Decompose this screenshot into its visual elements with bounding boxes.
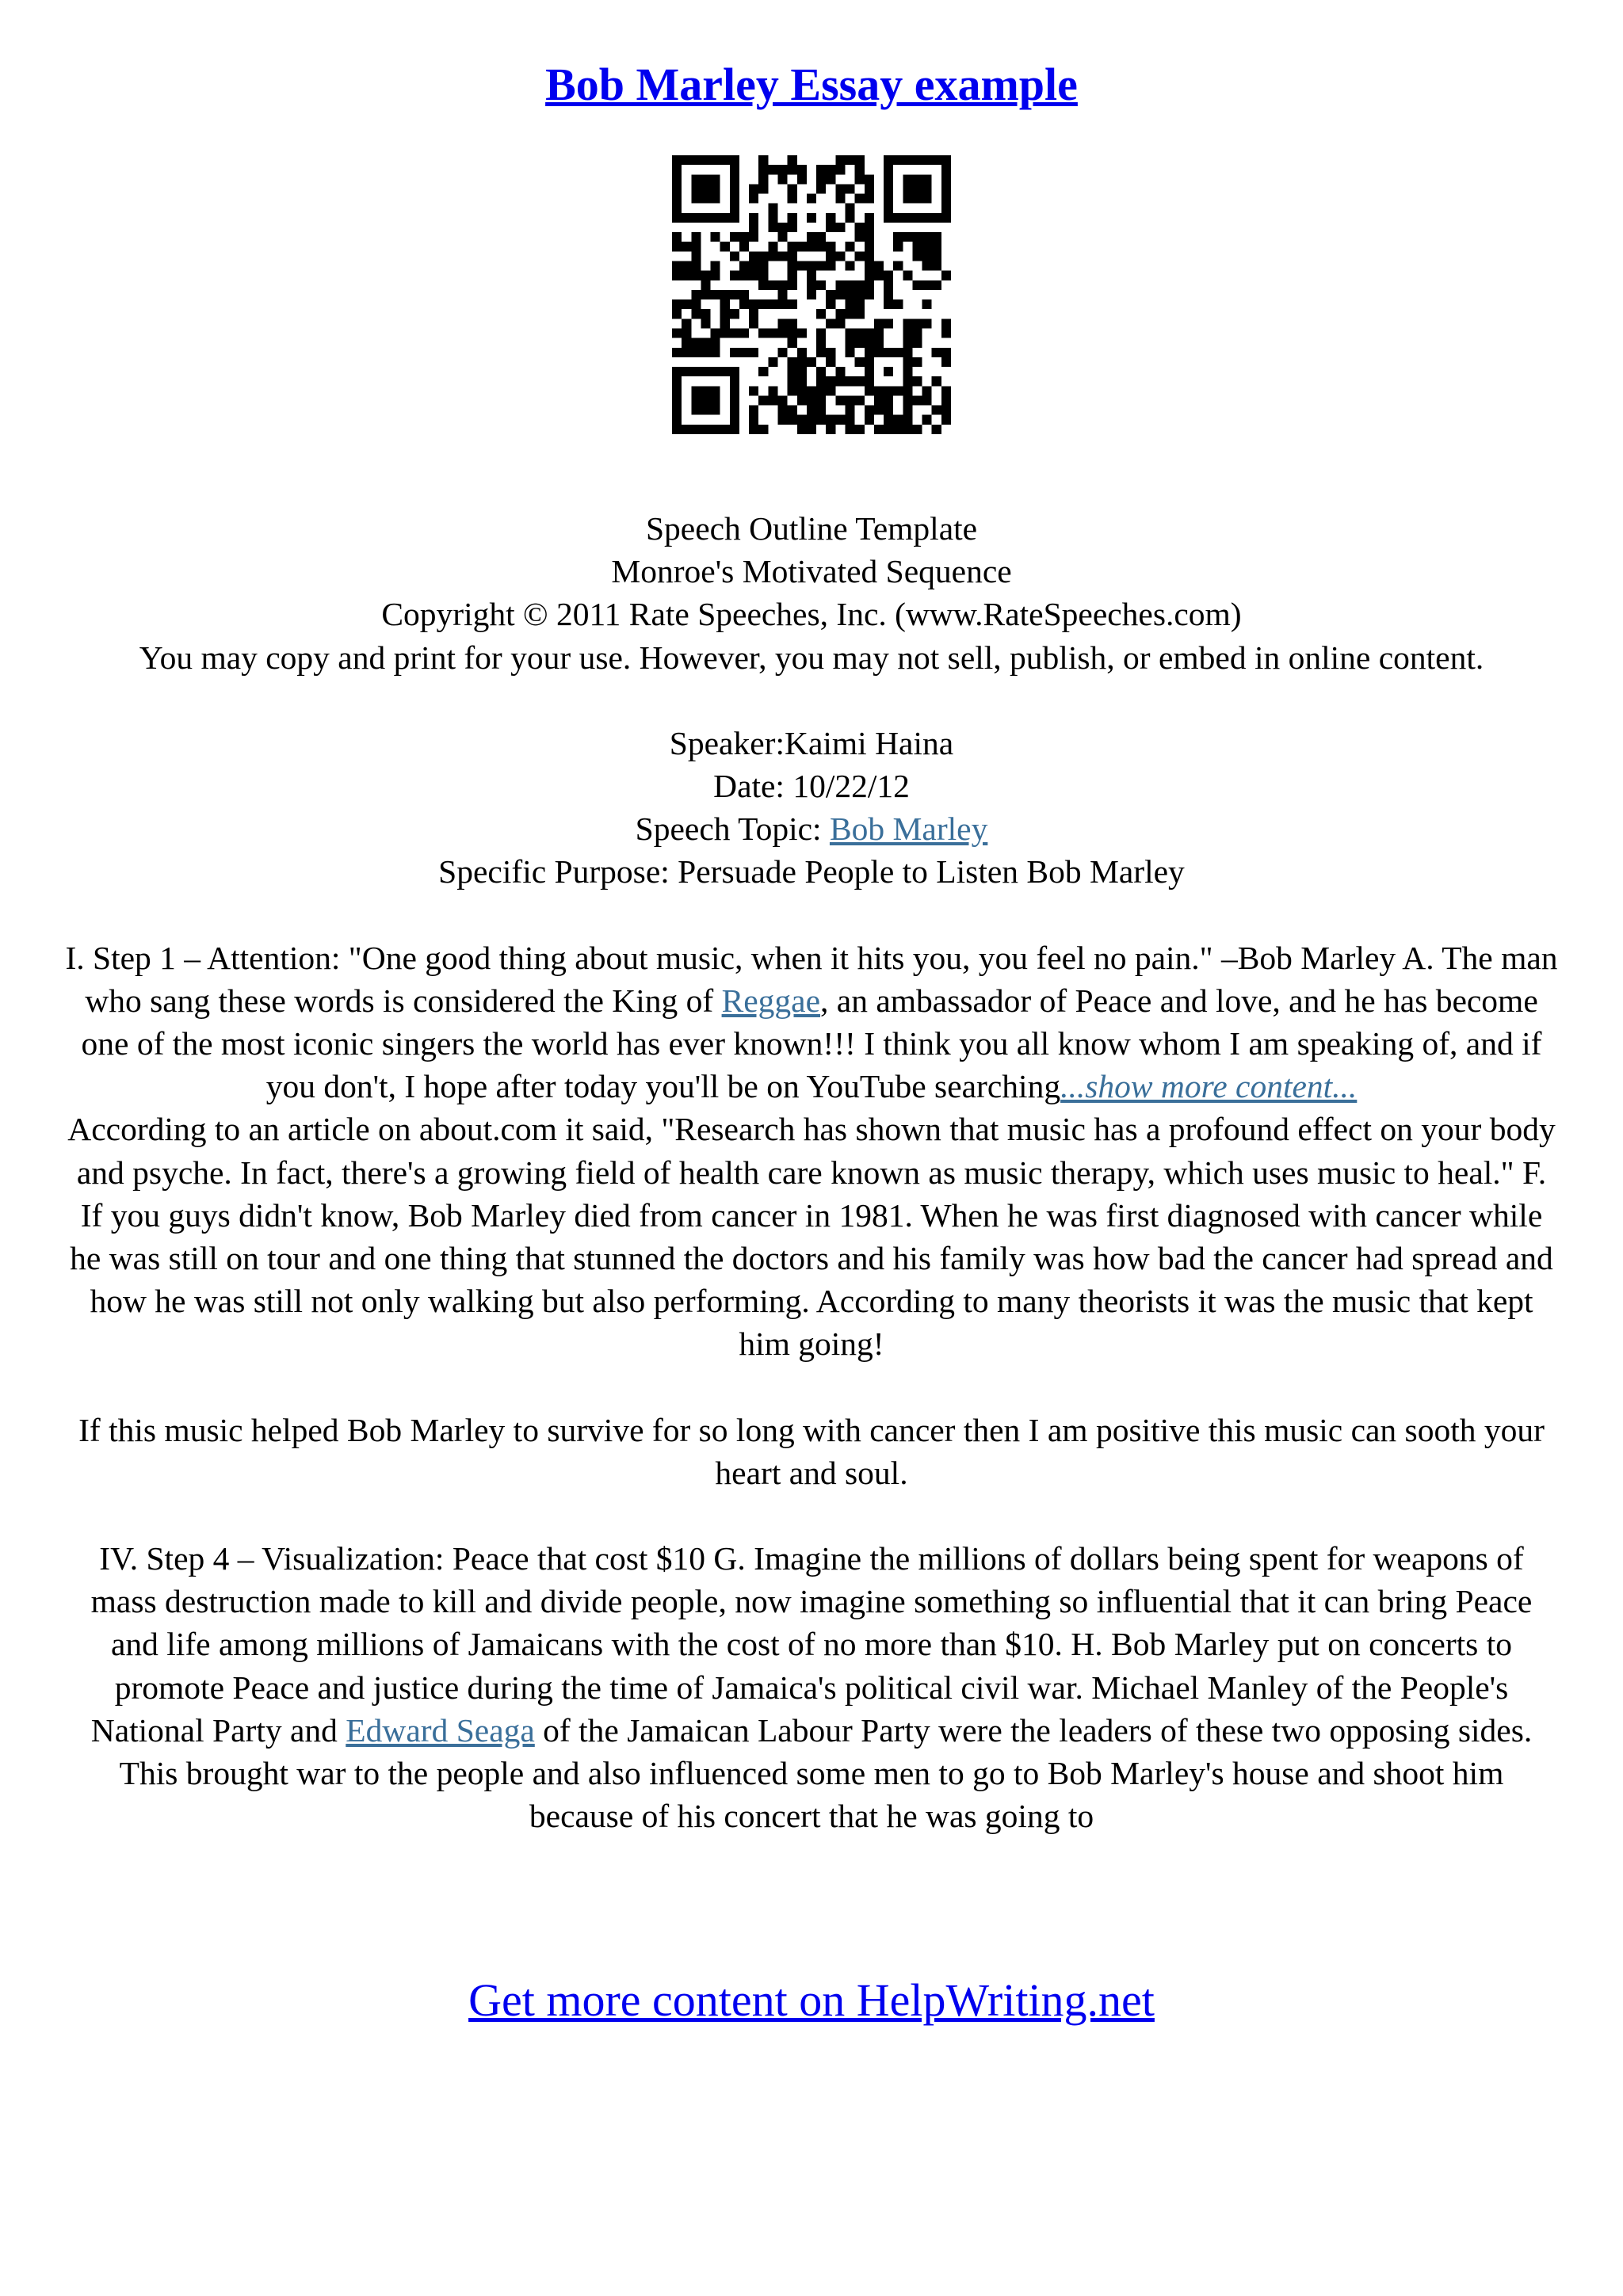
footer-link[interactable]: Get more content on HelpWriting.net bbox=[468, 1974, 1155, 2026]
qr-code-icon bbox=[672, 155, 951, 434]
topic-label: Speech Topic: bbox=[635, 810, 830, 848]
speaker-line: Speaker:Kaimi Haina bbox=[669, 724, 954, 761]
topic-line bbox=[63, 807, 1560, 850]
topic-link[interactable]: Bob Marley bbox=[829, 810, 988, 848]
paragraph-visualization-text-2: of the Jamaican Labour Party were the leaders of these two opposing sides. This brought war to the people and also influenced some men to go to Bob Marley's house and shoot him because of his concert that he was going to bbox=[119, 1711, 1533, 1835]
header-line-2: Monroe's Motivated Sequence bbox=[611, 553, 1012, 590]
show-more-link[interactable]: ...show more content... bbox=[1060, 1068, 1358, 1105]
paragraph-visualization-text: IV. Step 4 – Visualization: Peace that cost $10 G. Imagine the millions of dollars being spent for weapons of mass destruction made to kill and divide people, now imagine something so influential that it can bring Peace and life among millions of Jamaicans with the cost of no more than $10. H. Bob Marley put on concerts to promote Peace and justice during the time of Jamaica's political civil war. Michael Manley of the People's National Party and bbox=[90, 1540, 1533, 1749]
paragraph-attention-text: I. Step 1 – Attention: "One good thing about music, when it hits you, you feel no pain." –Bob Marley A. The man who sang these words is considered the King of bbox=[65, 939, 1558, 1019]
title-link[interactable]: Bob Marley Essay example bbox=[545, 59, 1078, 110]
header-line-3: Copyright © 2011 Rate Speeches, Inc. (www.RateSpeeches.com) bbox=[381, 596, 1242, 633]
qr-code-graphic bbox=[672, 155, 951, 434]
document-body bbox=[63, 507, 1560, 1837]
paragraph-attention bbox=[63, 936, 1560, 1108]
reggae-link[interactable]: Reggae bbox=[721, 982, 821, 1019]
header-line-1: Speech Outline Template bbox=[645, 510, 978, 547]
footer bbox=[0, 1973, 1623, 2028]
paragraph-survive: If this music helped Bob Marley to survive for so long with cancer then I am positive this music can sooth your heart and soul. bbox=[78, 1411, 1545, 1491]
edward-seaga-link[interactable]: Edward Seaga bbox=[346, 1711, 535, 1749]
paragraph-research: According to an article on about.com it said, "Research has shown that music has a profound effect on your body and psyche. In fact, there's a growing field of health care known as music therapy, which uses music to heal." F. If you guys didn't know, Bob Marley died from cancer in 1981. When he was first diagnosed with cancer while he was still on tour and one thing that stunned the doctors and his family was how bad the cancer had spread and how he was still not only walking but also performing. According to many theorists it was the music that kept him going! bbox=[67, 1111, 1556, 1363]
header-line-4: You may copy and print for your use. However, you may not sell, publish, or embed in online content. bbox=[139, 639, 1484, 676]
purpose-line: Specific Purpose: Persuade People to Listen Bob Marley bbox=[438, 853, 1185, 891]
paragraph-visualization bbox=[63, 1537, 1560, 1837]
document-title bbox=[0, 57, 1623, 113]
date-line: Date: 10/22/12 bbox=[713, 768, 910, 805]
paragraph-attention-text-2: , an ambassador of Peace and love, and he has become one of the most iconic singers the world has ever known!!! I think you all know whom I am speaking of, and if you don't, I hope after today you'll be on YouTube searching bbox=[81, 982, 1542, 1105]
